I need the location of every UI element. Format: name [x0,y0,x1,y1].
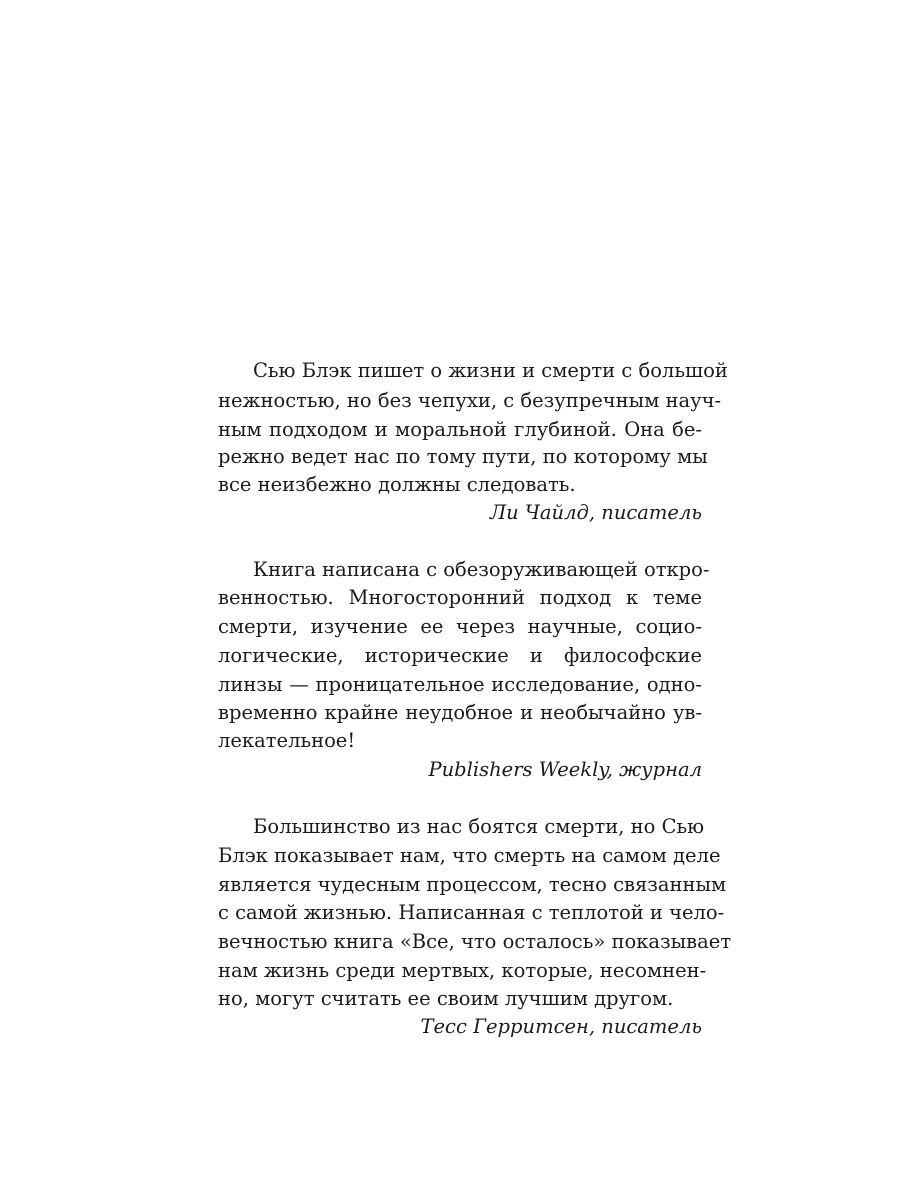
review-1-line-2: нежностью, но без чепухи, с безупречным науч- [218,389,722,412]
review-3-attribution: Тесс Герритсен, писатель [420,1015,702,1038]
review-3-line-4: с самой жизнью. Написанная с теплотой и чело- [218,901,725,924]
review-1-line-4: режно ведет нас по тому пути, по которому мы [218,445,708,468]
review-2-line-3: смерти, изучение ее через научные, социо- [218,615,702,638]
review-1-line-1: Сью Блэк пишет о жизни и смерти с большой [253,359,728,382]
review-2-line-7: лекательное! [218,729,356,752]
review-3-line-5: вечностью книга «Все, что осталось» показывает [218,930,732,953]
review-3-line-6: нам жизнь среди мертвых, которые, несомнен- [218,959,707,982]
review-3-line-2: Блэк показывает нам, что смерть на самом деле [218,844,721,867]
review-3-line-1: Большинство из нас боятся смерти, но Сью [253,815,705,838]
review-2-line-2: венностью. Многосторонний подход к теме [218,586,702,609]
review-2-line-6: временно крайне неудобное и необычайно ув- [218,701,702,724]
review-3-line-3: является чудесным процессом, тесно связанным [218,873,727,896]
review-2-line-1: Книга написана с обезоруживающей откро- [253,558,710,581]
review-1-line-3: ным подходом и моральной глубиной. Она бе- [218,418,702,441]
review-2-line-4: логические, исторические и философские [218,644,702,667]
review-2-line-5: линзы — проницательное исследование, одно- [218,673,702,696]
review-1-line-5: все неизбежно должны следовать. [218,473,576,496]
review-2-attribution: Publishers Weekly, журнал [428,758,702,781]
review-3-line-7: но, могут считать ее своим лучшим другом. [218,987,674,1010]
review-1-attribution: Ли Чайлд, писатель [489,501,702,524]
